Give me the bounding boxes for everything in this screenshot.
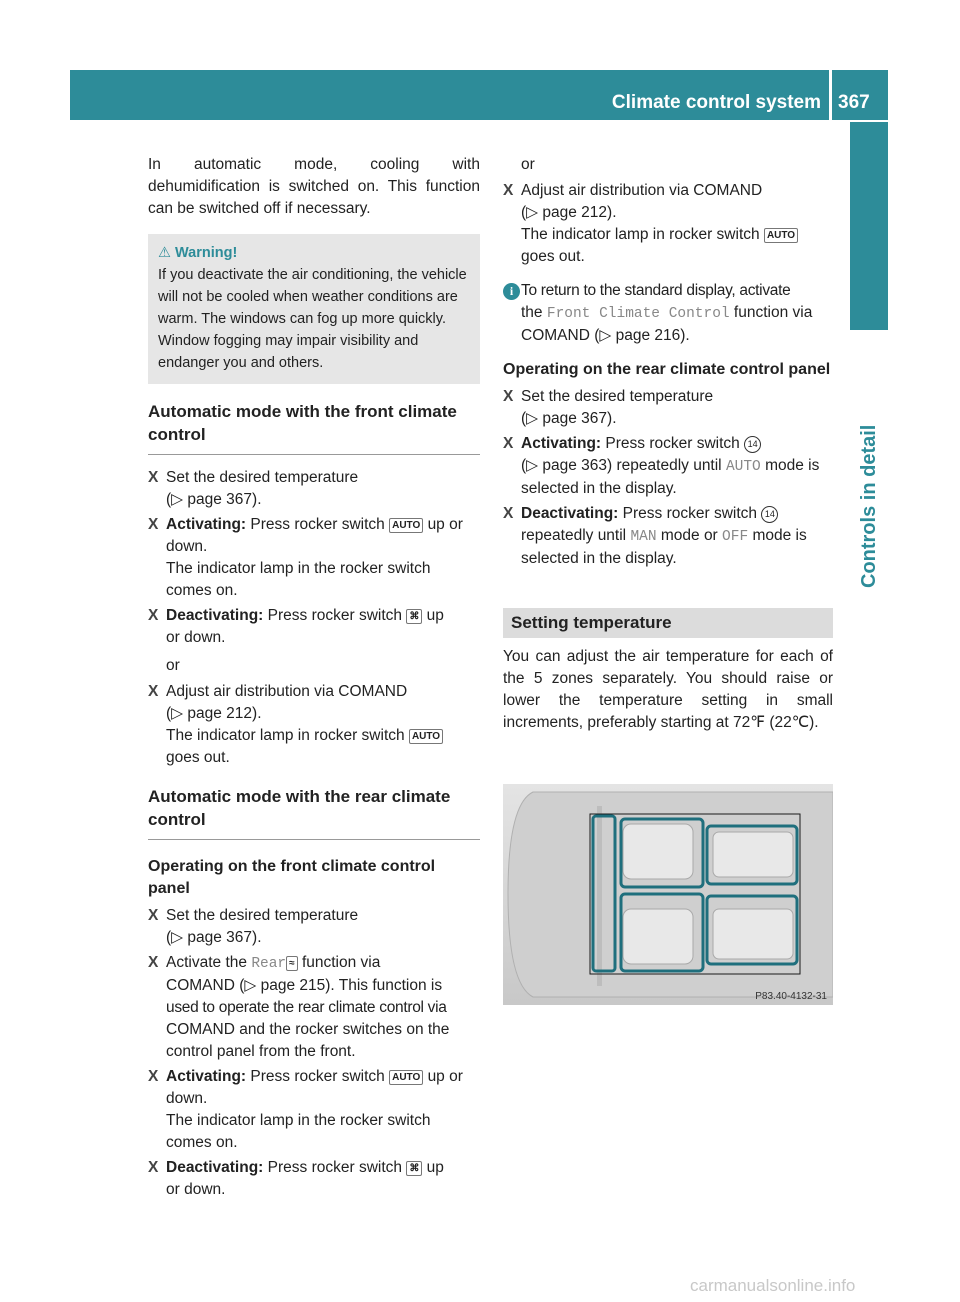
header-divider: [829, 70, 832, 120]
info-text: COMAND (▷ page 216).: [521, 327, 690, 344]
step-marker-icon: X: [503, 182, 514, 199]
step-text: Press rocker switch: [267, 607, 403, 624]
step-text: up: [426, 607, 444, 624]
step-marker-icon: X: [148, 469, 159, 486]
info-note: [503, 280, 833, 347]
auto-key-icon: AUTO: [389, 518, 423, 533]
callout-number-icon: 14: [761, 506, 778, 523]
step-text: control panel from the front.: [166, 1043, 356, 1060]
side-tab-label: Controls in detail: [858, 424, 880, 588]
or-text: or: [166, 657, 180, 674]
step-text: goes out.: [166, 749, 230, 766]
step-marker-icon: X: [148, 1068, 159, 1085]
step-text: up or: [427, 516, 463, 533]
step-text: repeatedly until: [521, 527, 627, 544]
step-text: Set the desired temperature: [166, 469, 359, 486]
auto-key-icon: AUTO: [409, 729, 443, 744]
zone-diagram: [503, 784, 833, 1005]
front-panel-heading: Operating on the front climate control panel: [148, 858, 436, 897]
auto-key-icon: AUTO: [389, 1070, 423, 1085]
step-text: down.: [166, 1090, 208, 1107]
page-ref: (▷ page 212).: [166, 705, 262, 722]
step-text: mode is: [752, 527, 807, 544]
step-text: comes on.: [166, 582, 238, 599]
ac-key-icon: ⌘: [406, 609, 422, 624]
step-text: used to operate the rear climate control via: [166, 999, 447, 1016]
step-marker-icon: X: [148, 907, 159, 924]
step-text: Adjust air distribution via COMAND: [166, 683, 408, 700]
list-item: [148, 952, 480, 1063]
step-label: Deactivating:: [521, 505, 619, 522]
step-text: up or: [427, 1068, 463, 1085]
step-text: The indicator lamp in rocker switch: [166, 727, 405, 744]
step-text: Press rocker switch: [622, 505, 758, 522]
info-text: To return to the standard display, activate: [521, 282, 791, 299]
step-label: Activating:: [166, 1068, 247, 1085]
step-text: selected in the display.: [521, 480, 677, 497]
side-tab-top: [850, 122, 888, 330]
display-mode-label: OFF: [722, 529, 749, 545]
list-item: [503, 180, 833, 268]
front-steps: [148, 467, 480, 769]
right-column: [503, 154, 833, 734]
step-label: Activating:: [521, 435, 602, 452]
step-text: Press rocker switch: [250, 1068, 385, 1085]
front-auto-heading: Automatic mode with the front climate control: [148, 400, 480, 455]
rear-climate-icon: ≈: [286, 956, 298, 971]
page-title: Climate control system: [611, 92, 821, 113]
step-text: The indicator lamp in rocker switch: [521, 226, 760, 243]
warning-icon: ⚠: [158, 245, 171, 261]
list-item: [503, 433, 833, 500]
list-item: [148, 514, 480, 602]
page-ref: (▷ page 367).: [521, 410, 617, 427]
step-text: or down.: [166, 629, 226, 646]
step-label: Activating:: [166, 516, 247, 533]
display-mode-label: MAN: [630, 529, 657, 545]
auto-key-icon: AUTO: [764, 228, 798, 243]
step-text: comes on.: [166, 1134, 238, 1151]
figure-code: P83.40-4132-31: [755, 991, 827, 1002]
callout-number-icon: 14: [744, 436, 761, 453]
step-marker-icon: X: [503, 505, 514, 522]
step-text: (▷ page 363) repeatedly until: [521, 457, 722, 474]
menu-function-label: Front Climate Control: [546, 306, 730, 322]
step-text: Set the desired temperature: [166, 907, 359, 924]
step-text: COMAND and the rocker switches on the: [166, 1021, 450, 1038]
info-icon: i: [503, 283, 520, 300]
rear-auto-heading: Automatic mode with the rear climate control: [148, 785, 480, 840]
step-label: Deactivating:: [166, 607, 264, 624]
step-marker-icon: X: [503, 435, 514, 452]
step-text: Activate the: [166, 954, 247, 971]
step-text: mode is: [765, 457, 820, 474]
section-title: Setting temperature: [503, 608, 833, 638]
step-text: mode or: [660, 527, 718, 544]
list-item: [148, 605, 480, 649]
step-text: down.: [166, 538, 208, 555]
step-text: The indicator lamp in the rocker switch: [166, 1112, 431, 1129]
step-text: Adjust air distribution via COMAND: [521, 182, 763, 199]
page-ref: (▷ page 367).: [166, 491, 262, 508]
rear-panel-heading: Operating on the rear climate control panel: [503, 361, 831, 378]
warning-title: Warning!: [175, 245, 238, 261]
step-marker-icon: X: [148, 607, 159, 624]
page-ref: (▷ page 212).: [521, 204, 617, 221]
side-tab-label-box: [850, 338, 888, 593]
step-text: Press rocker switch: [250, 516, 385, 533]
list-item: [148, 1066, 480, 1154]
warning-text: If you deactivate the air conditioning, the vehicle will not be cooled when weather conditions are warm. The windows can fog up more quickly. Window fogging may impair visibility and endanger you and others.: [158, 267, 467, 371]
page-number: 367: [838, 92, 870, 113]
step-text: Press rocker switch: [605, 435, 740, 452]
step-text: Set the desired temperature: [521, 388, 714, 405]
page-ref: (▷ page 367).: [166, 929, 262, 946]
list-item: [503, 503, 833, 570]
list-item: [148, 905, 480, 949]
step-marker-icon: X: [148, 1159, 159, 1176]
step-label: Deactivating:: [166, 1159, 264, 1176]
or-text: or: [521, 156, 535, 173]
rear-panel-steps: [503, 386, 833, 570]
step-marker-icon: X: [148, 516, 159, 533]
step-text: The indicator lamp in the rocker switch: [166, 560, 431, 577]
info-text: function via: [733, 304, 813, 321]
list-item: [148, 467, 480, 511]
step-text: selected in the display.: [521, 550, 677, 567]
step-marker-icon: X: [503, 388, 514, 405]
ac-key-icon: ⌘: [406, 1161, 422, 1176]
step-text: Press rocker switch: [267, 1159, 403, 1176]
menu-function-label: Rear: [251, 956, 287, 972]
watermark: carmanualsonline.info: [690, 1276, 856, 1295]
list-item: [148, 681, 480, 769]
info-text: the: [521, 304, 543, 321]
rear-steps: [148, 905, 480, 1201]
step-text: or down.: [166, 1181, 226, 1198]
intro-text: In automatic mode, cooling with dehumidification is switched on. This function can be switched off if necessary.: [148, 156, 480, 217]
vehicle-top-view-image: [503, 784, 833, 1005]
warning-box: [148, 234, 480, 384]
step-marker-icon: X: [148, 954, 159, 971]
list-item: [503, 386, 833, 430]
step-text: goes out.: [521, 248, 585, 265]
step-text: COMAND (▷ page 215). This function is: [166, 977, 443, 994]
step-marker-icon: X: [148, 683, 159, 700]
step-text: up: [426, 1159, 444, 1176]
display-mode-label: AUTO: [725, 459, 761, 475]
left-column: [148, 154, 480, 1201]
list-item: [148, 1157, 480, 1201]
step-text: function via: [301, 954, 381, 971]
temperature-text: You can adjust the air temperature for each of the 5 zones separately. You should raise or lower the temperature setting in small increments, preferably starting at 72℉ (22℃).: [503, 648, 833, 731]
